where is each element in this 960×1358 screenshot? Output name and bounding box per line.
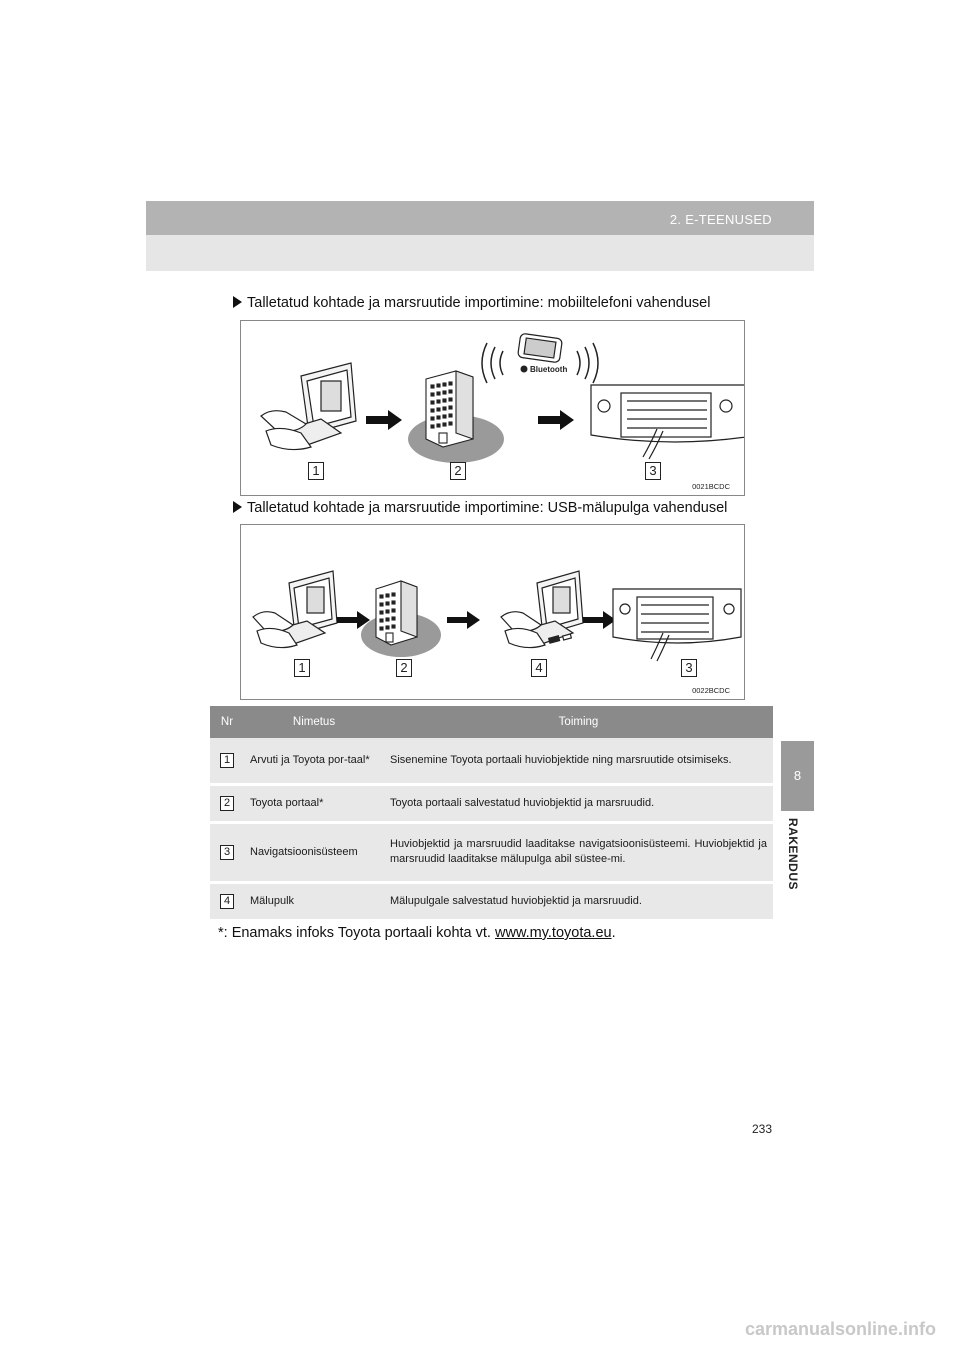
- row-number: 1: [220, 753, 234, 768]
- watermark: carmanualsonline.info: [744, 1319, 936, 1339]
- row-number: 2: [220, 796, 234, 811]
- laptop-illustration: [261, 363, 356, 450]
- step-number: 2: [450, 462, 466, 480]
- table-row: [210, 738, 773, 784]
- row-name: Toyota portaal*: [244, 784, 384, 822]
- row-action: Sisenemine Toyota portaali huviobjektide ning marsruutide otsimiseks.: [384, 738, 773, 784]
- laptop-illustration: [253, 571, 337, 648]
- step-number: 3: [645, 462, 661, 480]
- row-name: Mälupulk: [244, 882, 384, 920]
- figure-usb-import: [240, 524, 745, 700]
- bluetooth-label: Bluetooth: [530, 365, 568, 374]
- arrow-icon: [366, 410, 402, 430]
- table-row: [210, 882, 773, 920]
- figure-usb-illustration: [241, 525, 744, 699]
- building-illustration: [376, 581, 417, 645]
- chapter-number: 8: [793, 768, 802, 783]
- section-title: 2. E-TEENUSED: [669, 212, 772, 227]
- table-row: [210, 784, 773, 822]
- chapter-label: RAKENDUS: [786, 818, 800, 891]
- arrow-icon: [447, 611, 480, 629]
- row-action: Mälupulgale salvestatud huviobjektid ja marsruudid.: [384, 882, 773, 920]
- table-row: [210, 822, 773, 882]
- figure-code: 0021BCDC: [692, 482, 730, 491]
- navigation-unit-illustration: [591, 385, 744, 459]
- footnote: *: Enamaks infoks Toyota portaali kohta vt. www.my.toyota.eu.: [218, 925, 616, 941]
- step-number: 2: [396, 659, 412, 677]
- column-header-toiming: Toiming: [384, 706, 773, 738]
- step-number: 1: [294, 659, 310, 677]
- step-number: 4: [531, 659, 547, 677]
- page-number: 233: [751, 1122, 772, 1136]
- laptop-usb-illustration: [501, 571, 583, 648]
- row-action: Toyota portaali salvestatud huviobjektid ja marsruudid.: [384, 784, 773, 822]
- triangle-bullet-icon: [233, 296, 242, 308]
- navigation-unit-illustration: [613, 589, 741, 661]
- row-number: 4: [220, 894, 234, 909]
- triangle-bullet-icon: [233, 501, 242, 513]
- bullet-usb: Talletatud kohtade ja marsruutide importimine: USB-mälupulga vahendusel: [233, 500, 727, 516]
- row-name: Arvuti ja Toyota por-taal*: [244, 738, 384, 784]
- row-number: 3: [220, 845, 234, 860]
- bluetooth-icon: [521, 366, 528, 373]
- building-illustration: [426, 371, 473, 447]
- step-number: 3: [681, 659, 697, 677]
- figure-code: 0022BCDC: [692, 686, 730, 695]
- bullet-mobile: Talletatud kohtade ja marsruutide importimine: mobiiltelefoni vahendusel: [233, 295, 710, 311]
- row-name: Navigatsioonisüsteem: [244, 822, 384, 882]
- legend-table: [210, 706, 773, 922]
- step-number: 1: [308, 462, 324, 480]
- arrow-icon: [583, 611, 616, 629]
- column-header-nimetus: Nimetus: [244, 706, 384, 738]
- arrow-icon: [538, 410, 574, 430]
- row-action: Huviobjektid ja marsruudid laaditakse navigatsioonisüsteemi. Huviobjektid ja marsruudid laaditakse mälupulga abil süstee-mi.: [384, 822, 773, 882]
- toyota-portal-link[interactable]: www.my.toyota.eu: [495, 925, 612, 941]
- figure-mobile-import: [240, 320, 745, 496]
- column-header-nr: Nr: [210, 706, 244, 738]
- phone-illustration: [518, 333, 563, 363]
